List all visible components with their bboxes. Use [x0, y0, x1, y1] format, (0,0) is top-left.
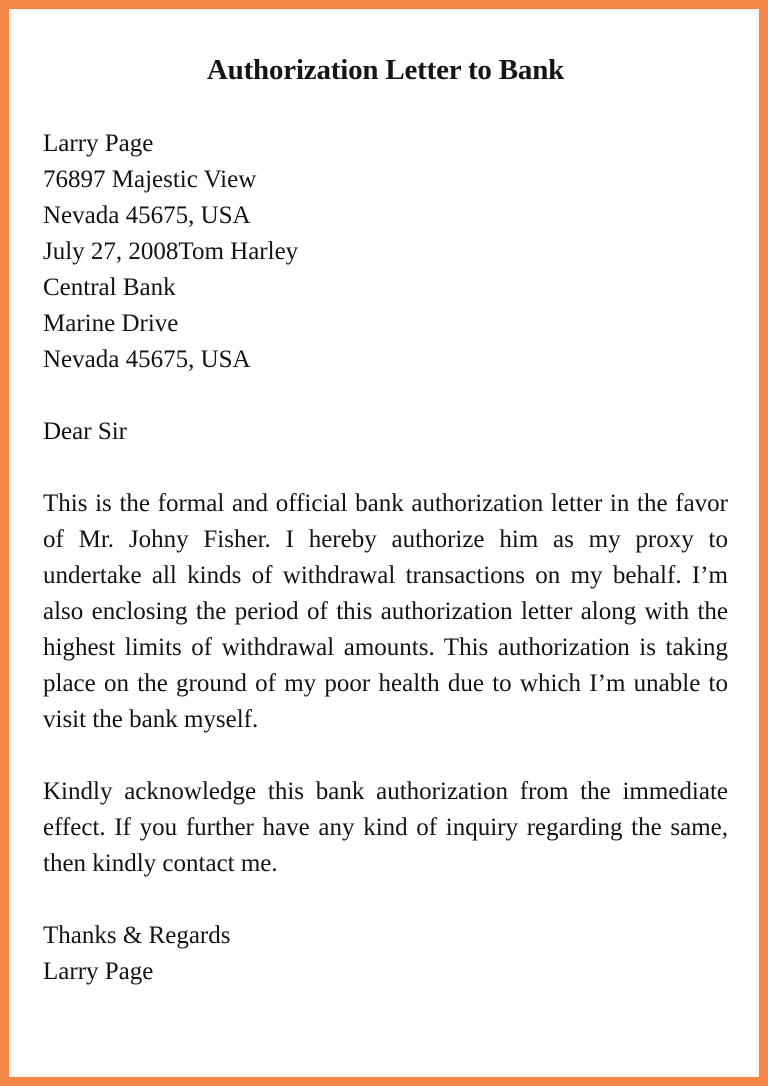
- blank-line-after-address: [43, 378, 728, 414]
- signature-name: Larry Page: [43, 958, 154, 985]
- blank-line-between-paragraphs: [43, 738, 728, 774]
- address-line-bank-name: Central Bank: [43, 274, 176, 301]
- blank-line-before-closing: [43, 882, 728, 918]
- body-paragraph-2: Kindly acknowledge this bank authorization from the immediate effect. If you further have any kind of inquiry regarding the same, then kindly contact me.: [43, 778, 728, 877]
- document-page: [9, 9, 759, 1077]
- address-block: [43, 126, 728, 378]
- address-line-bank-region: Nevada 45675, USA: [43, 346, 251, 373]
- salutation: Dear Sir: [43, 418, 127, 445]
- address-line-sender-name: Larry Page: [43, 130, 154, 157]
- closing-block: [43, 918, 728, 990]
- blank-line-after-salutation: [43, 450, 728, 486]
- address-line-bank-street: Marine Drive: [43, 310, 179, 337]
- address-line-date-recipient: July 27, 2008Tom Harley: [43, 238, 299, 265]
- closing-salutation: Thanks & Regards: [43, 922, 231, 949]
- body-paragraph-1: This is the formal and official bank authorization letter in the favor of Mr. Johny Fisher. I hereby authorize him as my proxy to undertake all kinds of withdrawal transactions on my behalf. I’m also enclosing the period of this authorization letter along with the highest limits of withdrawal amounts. This authorization is taking place on the ground of my poor health due to which I’m unable to visit the bank myself.: [43, 490, 728, 733]
- address-line-sender-region: Nevada 45675, USA: [43, 202, 251, 229]
- page-title: Authorization Letter to Bank: [206, 54, 565, 86]
- address-line-sender-street: 76897 Majestic View: [43, 166, 257, 193]
- letter-content: [43, 126, 728, 990]
